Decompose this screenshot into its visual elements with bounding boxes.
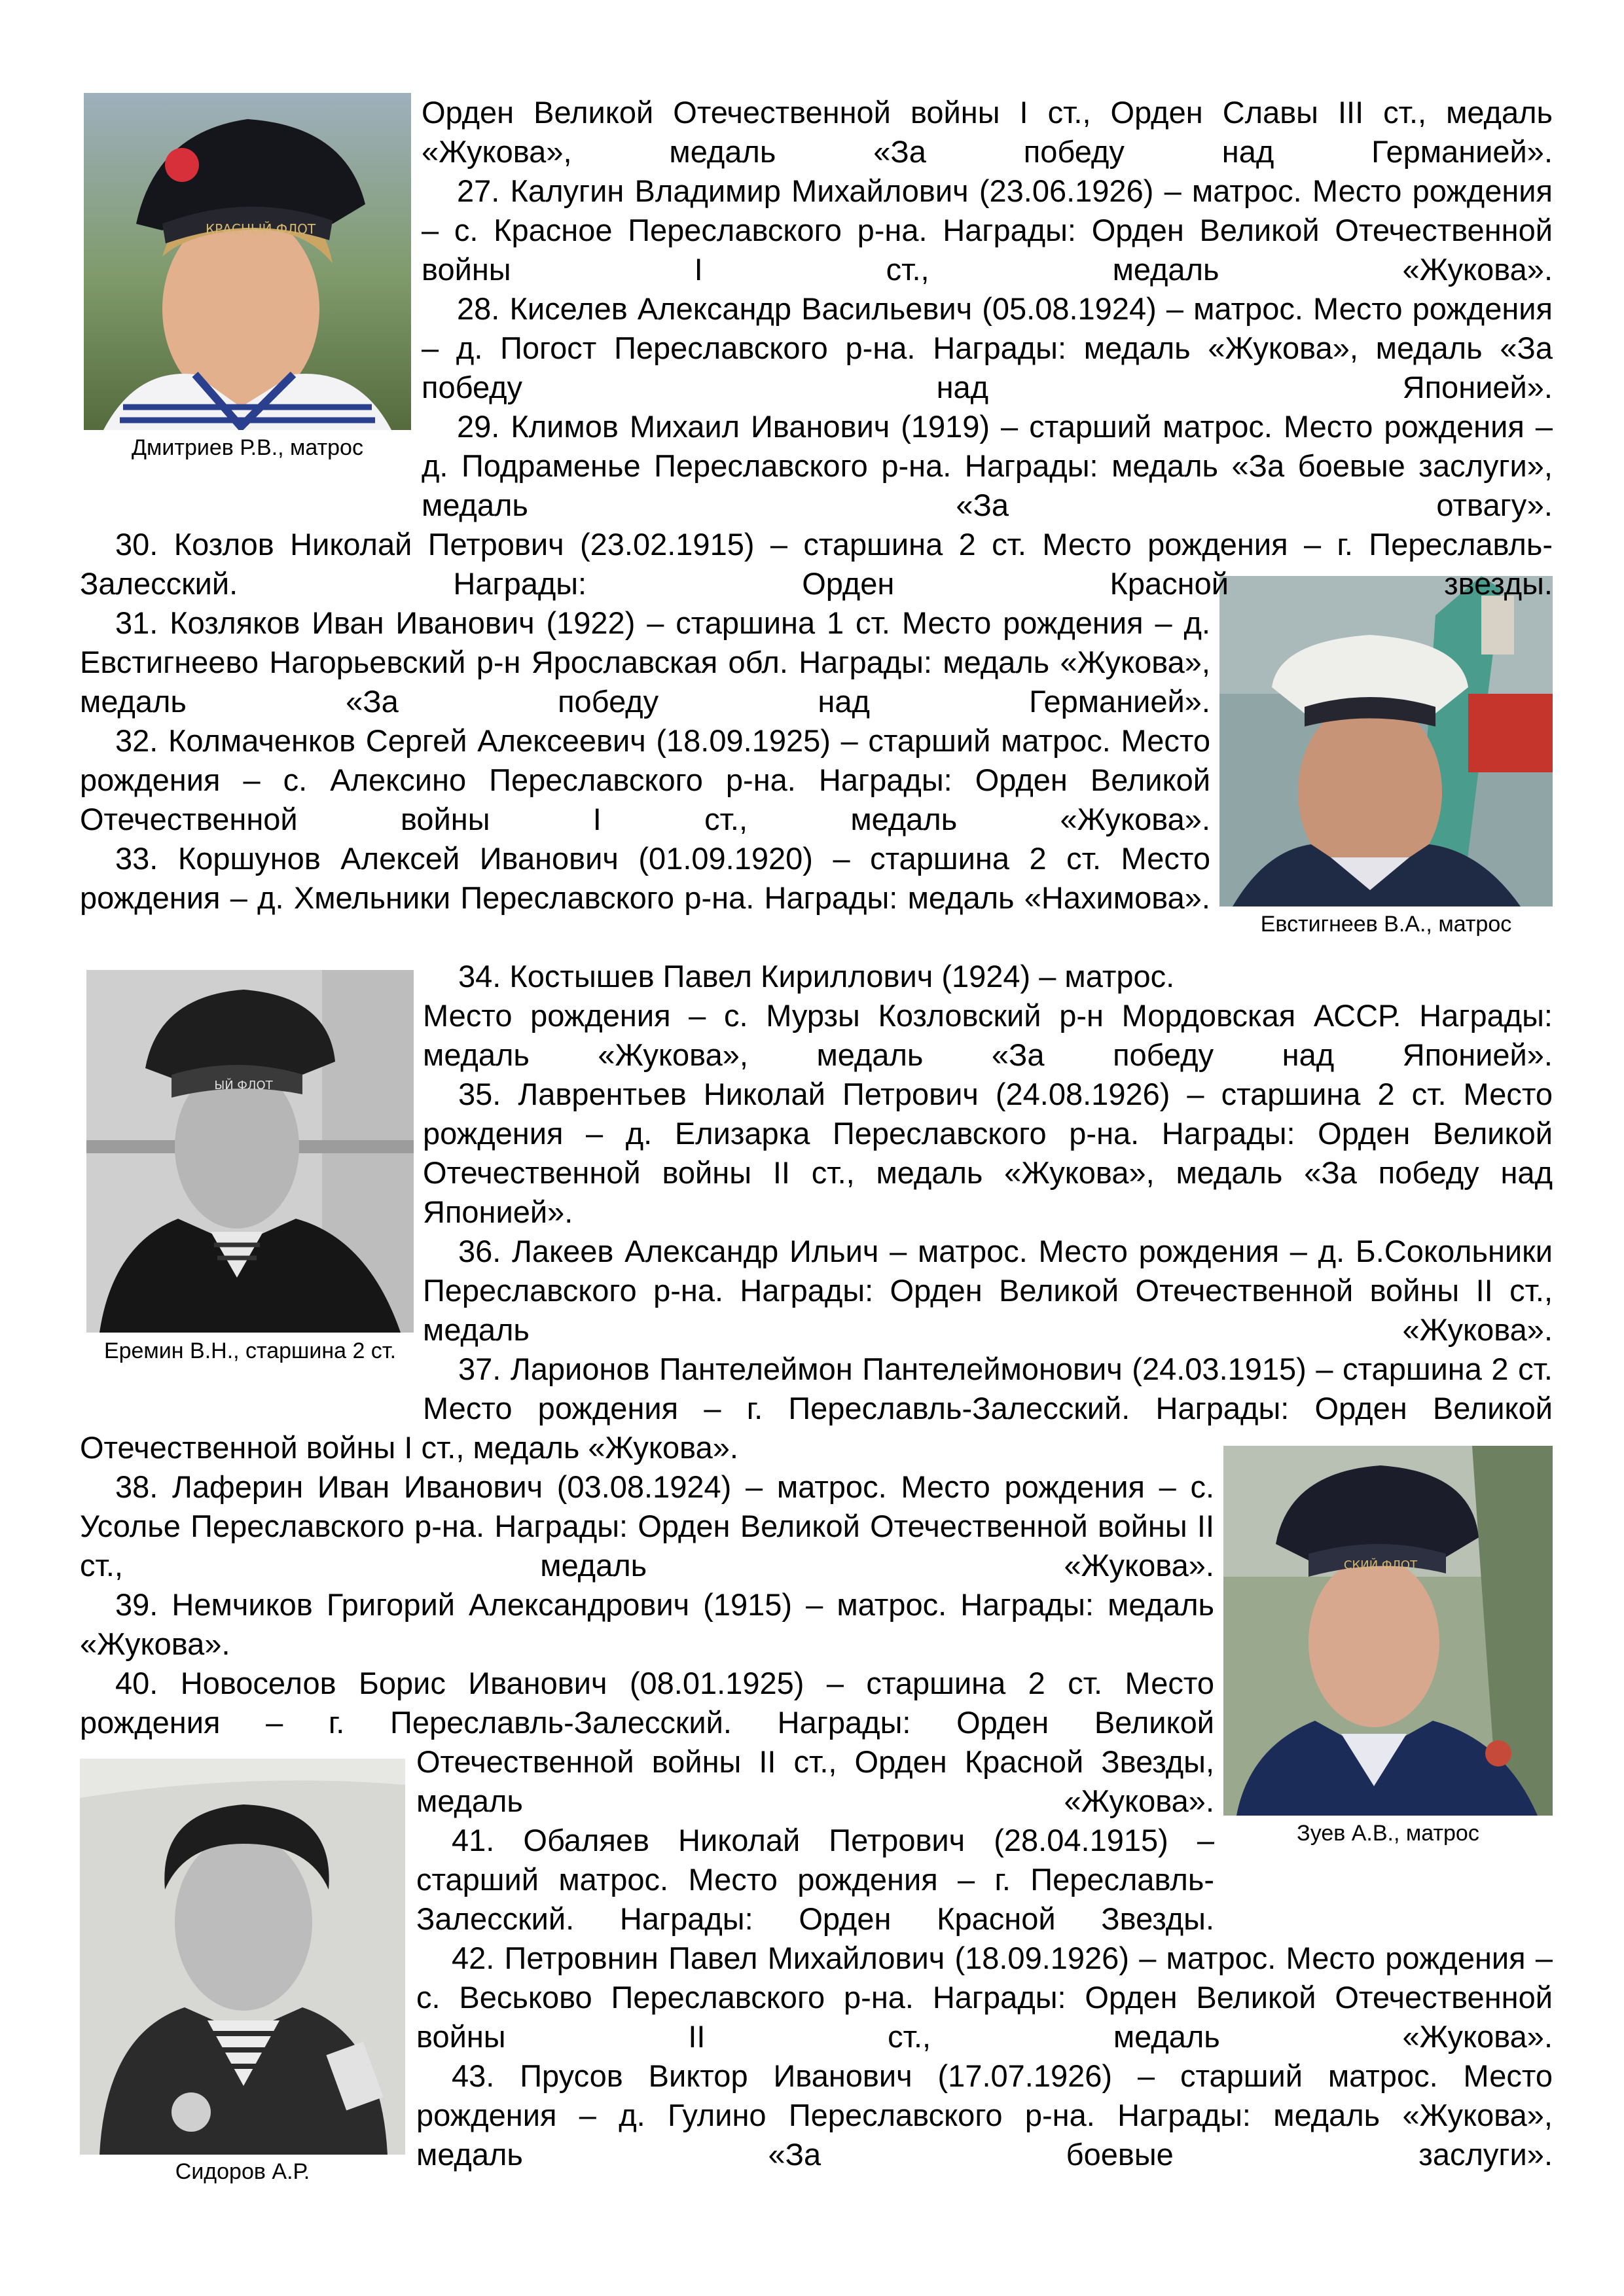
paragraph-43: 43. Прусов Виктор Иванович (17.07.1926) – старший матрос. Место рождения – д. Гулино Переславского р-на. Награды: медаль «Жукова», медаль «За боевые заслуги». xyxy=(416,2058,1553,2172)
paragraph-35: 35. Лаврентьев Николай Петрович (24.08.1926) – старшина 2 ст. Место рождения – д. Елизарка Переславского р-на. Награды: Орден Великой Отечественной войны II ст., медаль «Жукова», медаль «За победу над Японией». xyxy=(423,1077,1553,1229)
paragraph-33: 33. Коршунов Алексей Иванович (01.09.1920) – старшина 2 ст. Место рождения – д. Хмельники Переславского р-на. Награды: медаль «Нахимова». xyxy=(80,841,1210,915)
cap-band-text: КРАСНЫЙ ФЛОТ xyxy=(205,221,316,237)
photo-eremin xyxy=(86,970,414,1333)
paragraph-37: 37. Ларионов Пантелеймон Пантелеймонович (24.03.1915) – старшина 2 ст. Место рождения – г. Переславль-Залесский. Награды: Орден Великой xyxy=(423,1352,1553,1426)
paragraph-41: 41. Обаляев Николай Петрович (28.04.1915) – старший матрос. Место рождения – г. Переславль-Залесский. Награды: Орден Красной Звезды. xyxy=(416,1823,1214,1936)
paragraph-37-tail: Отечественной войны I ст., медаль «Жукова». xyxy=(80,1430,738,1465)
caption-zuev: Зуев А.В., матрос xyxy=(1297,1821,1479,1846)
paragraph-32: 32. Колмаченков Сергей Алексеевич (18.09.1925) – старший матрос. Место рождения – с. Алексино Переславского р-на. Награды: Орден Великой Отечественной войны I ст., медаль «Жукова». xyxy=(80,723,1210,836)
paragraph-28: 28. Киселев Александр Васильевич (05.08.1924) – матрос. Место рождения – д. Погост Переславского р-на. Награды: медаль «Жукова», медаль «За победу над Японией». xyxy=(422,291,1553,404)
paragraph-31: 31. Козляков Иван Иванович (1922) – старшина 1 ст. Место рождения – д. Евстигнеево Нагорьевский р-н Ярославская обл. Награды: медаль «Жукова», медаль «За победу над Германией». xyxy=(80,605,1210,719)
caption-eremin: Еремин В.Н., старшина 2 ст. xyxy=(103,1338,397,1363)
photo-evstigneev xyxy=(1219,576,1553,906)
photo-sidorov xyxy=(80,1759,405,2155)
paragraph-40: 40. Новоселов Борис Иванович (08.01.1925) – старшина 2 ст. Место рождения – г. Переславль-Залесский. Награды: Орден Великой xyxy=(80,1666,1214,1740)
paragraph-27: 27. Калугин Владимир Михайлович (23.06.1926) – матрос. Место рождения – с. Красное Переславского р-на. Награды: Орден Великой Отечественной войны I ст., медаль «Жукова». xyxy=(422,173,1553,287)
cap-band-text: СКИЙ ФЛОТ xyxy=(1343,1558,1418,1572)
paragraph-38: 38. Лаферин Иван Иванович (03.08.1924) – матрос. Место рождения – с. Усолье Переславского р-на. Награды: Орден Великой Отечественной войны II ст., медаль «Жукова». xyxy=(80,1469,1214,1583)
paragraph-30: 30. Козлов Николай Петрович (23.02.1915) – старшина 2 ст. Место рождения – г. Переславль-Залесский. Награды: Орден Красной звезды. xyxy=(80,527,1553,601)
paragraph-42: 42. Петровнин Павел Михайлович (18.09.1926) – матрос. Место рождения – с. Веськово Переславского р-на. Награды: Орден Великой Отечественной войны II ст., медаль «Жукова». xyxy=(416,1941,1553,2054)
photo-dmitriev xyxy=(84,93,411,430)
paragraph-34-body: Место рождения – с. Мурзы Козловский р-н Мордовская АССР. Награды: медаль «Жукова», медаль «За победу над Японией». xyxy=(423,998,1553,1072)
caption-sidorov: Сидоров А.Р. xyxy=(175,2159,310,2184)
caption-dmitriev: Дмитриев Р.В., матрос xyxy=(132,435,363,460)
paragraph-39: 39. Немчиков Григорий Александрович (1915) – матрос. Награды: медаль «Жукова». xyxy=(80,1587,1214,1661)
paragraph-40-tail: Отечественной войны II ст., Орден Красной Звезды, медаль «Жукова». xyxy=(416,1744,1214,1818)
caption-evstigneev: Евстигнеев В.А., матрос xyxy=(1260,912,1512,937)
paragraph-intro: Орден Великой Отечественной войны I ст., Орден Славы III ст., медаль «Жукова», медаль «За победу над Германией». xyxy=(422,95,1553,169)
paragraph-29: 29. Климов Михаил Иванович (1919) – старший матрос. Место рождения – д. Подраменье Переславского р-на. Награды: медаль «За боевые заслуги», медаль «За отвагу». xyxy=(422,409,1553,522)
paragraph-34-head: 34. Костышев Павел Кириллович (1924) – матрос. xyxy=(458,959,1175,994)
photo-zuev xyxy=(1223,1446,1553,1816)
paragraph-36: 36. Лакеев Александр Ильич – матрос. Место рождения – д. Б.Сокольники Переславского р-на. Награды: Орден Великой Отечественной войны II ст., медаль «Жукова». xyxy=(423,1234,1553,1347)
cap-band-text: ЫЙ ФЛОТ xyxy=(214,1079,273,1092)
